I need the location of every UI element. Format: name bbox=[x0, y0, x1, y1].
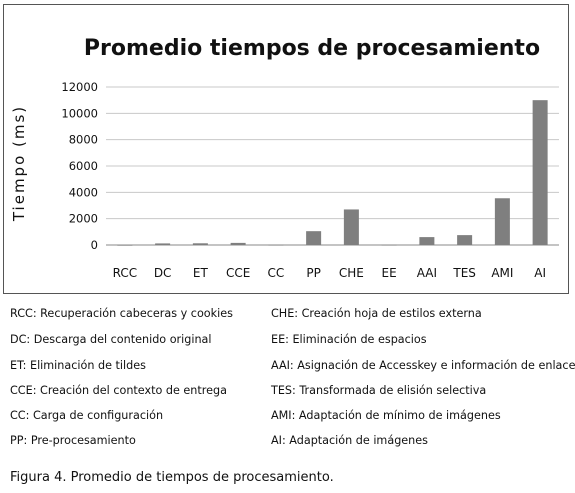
bar-aai bbox=[419, 237, 434, 245]
y-tick-label: 8000 bbox=[68, 132, 98, 147]
y-tick-label: 0 bbox=[90, 238, 98, 252]
bars bbox=[117, 100, 547, 246]
y-tick-label: 10000 bbox=[61, 106, 98, 121]
x-tick-label: ET bbox=[192, 266, 208, 280]
bar-et bbox=[193, 243, 208, 245]
y-tick-label: 4000 bbox=[68, 185, 98, 200]
bar-tes bbox=[457, 235, 472, 245]
x-tick-label: EE bbox=[381, 266, 397, 280]
y-tick-labels bbox=[61, 80, 98, 252]
chart-frame bbox=[3, 4, 569, 294]
legend-item-pp: PP: Pre-procesamiento bbox=[10, 434, 136, 447]
legend-item-et: ET: Eliminación de tildes bbox=[10, 359, 146, 372]
bar-cce bbox=[231, 243, 246, 245]
abbreviation-legend bbox=[0, 300, 575, 460]
legend-item-ami: AMI: Adaptación de mínimo de imágenes bbox=[271, 409, 501, 422]
bar-cc bbox=[268, 245, 283, 246]
y-tick-label: 2000 bbox=[68, 211, 98, 226]
x-tick-label: CHE bbox=[338, 266, 364, 280]
y-tick-label: 12000 bbox=[61, 80, 98, 94]
legend-item-cce: CCE: Creación del contexto de entrega bbox=[10, 384, 227, 397]
legend-item-dc: DC: Descarga del contenido original bbox=[10, 333, 212, 346]
figure-caption: Figura 4. Promedio de tiempos de procesamiento. bbox=[10, 470, 334, 485]
x-tick-label: RCC bbox=[112, 266, 138, 280]
chart-title: Promedio tiempos de procesamiento bbox=[83, 36, 541, 61]
y-tick-label: 6000 bbox=[68, 159, 98, 173]
x-tick-label: AI bbox=[534, 266, 546, 280]
legend-item-tes: TES: Transformada de elisión selectiva bbox=[271, 384, 487, 397]
legend-item-aai: AAI: Asignación de Accesskey e información de enlace bbox=[271, 359, 575, 372]
bar-dc bbox=[155, 243, 170, 245]
x-tick-label: CCE bbox=[225, 266, 251, 280]
x-tick-label: DC bbox=[153, 266, 172, 280]
x-tick-label: PP bbox=[306, 266, 321, 280]
bar-ami bbox=[495, 198, 510, 245]
bar-chart bbox=[4, 5, 570, 295]
x-tick-label: AAI bbox=[416, 266, 438, 280]
legend-item-cc: CC: Carga de configuración bbox=[10, 409, 164, 422]
legend-item-rcc: RCC: Recuperación cabeceras y cookies bbox=[10, 307, 233, 320]
bar-ee bbox=[382, 245, 397, 246]
legend-item-ee: EE: Eliminación de espacios bbox=[271, 333, 427, 346]
x-tick-labels bbox=[113, 266, 546, 280]
bar-che bbox=[344, 209, 359, 245]
bar-pp bbox=[306, 231, 321, 245]
bar-rcc bbox=[117, 245, 132, 246]
legend-item-che: CHE: Creación hoja de estilos externa bbox=[271, 307, 482, 320]
y-axis-label: Tiempo (ms) bbox=[10, 104, 28, 222]
legend-item-ai: AI: Adaptación de imágenes bbox=[271, 434, 428, 447]
x-tick-label: CC bbox=[267, 266, 285, 280]
x-tick-label: TES bbox=[453, 266, 476, 280]
grid-lines bbox=[106, 87, 559, 245]
bar-ai bbox=[533, 100, 548, 245]
x-tick-label: AMI bbox=[491, 266, 514, 280]
